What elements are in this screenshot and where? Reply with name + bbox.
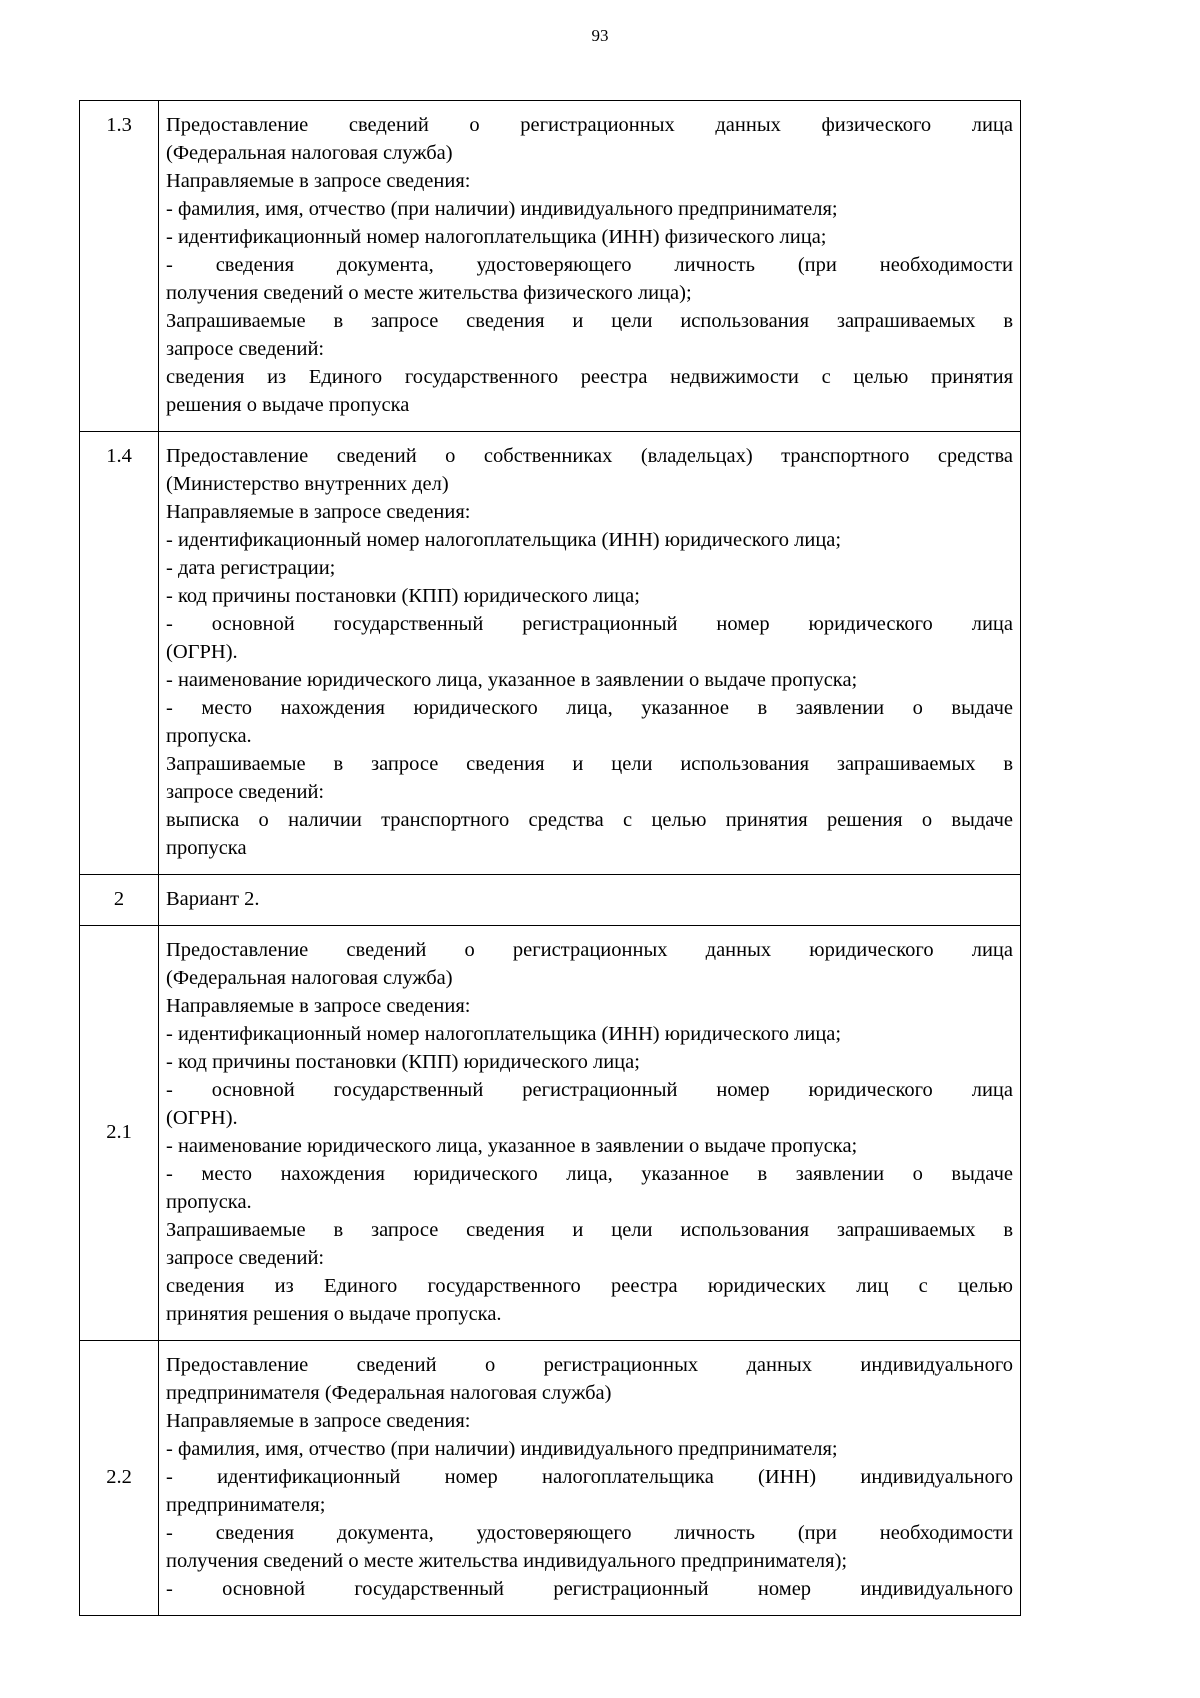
text-line: - идентификационный номер налогоплательщика (ИНН) юридического лица; (166, 1023, 842, 1045)
text-line: Предоставление сведений о регистрационных данных индивидуального (166, 1354, 1013, 1376)
row-number: 1.3 (80, 101, 159, 432)
text-line: - основной государственный регистрационный номер юридического лица (166, 1079, 1013, 1101)
text-line: (ОГРН). (166, 1107, 238, 1129)
table-row (80, 875, 1021, 926)
text-line: - наименование юридического лица, указанное в заявлении о выдаче пропуска; (166, 669, 858, 691)
text-line: Запрашиваемые в запросе сведения и цели использования запрашиваемых в (166, 1219, 1013, 1241)
row-number: 1.4 (80, 432, 159, 875)
text-line: получения сведений о месте жительства индивидуального предпринимателя); (166, 1550, 848, 1572)
row-content (159, 432, 1021, 875)
row-number: 2 (80, 875, 159, 926)
text-line: пропуска. (166, 1191, 252, 1213)
text-line: (Федеральная налоговая служба) (166, 967, 453, 989)
row-content (159, 875, 1021, 926)
text-line: запросе сведений: (166, 781, 325, 803)
text-line: Направляемые в запросе сведения: (166, 501, 471, 523)
row-number: 2.2 (80, 1341, 159, 1616)
table-row (80, 432, 1021, 875)
row-content (159, 1341, 1021, 1616)
text-line: выписка о наличии транспортного средства с целью принятия решения о выдаче (166, 809, 1013, 831)
text-line: Предоставление сведений о регистрационных данных физического лица (166, 114, 1013, 136)
requests-table (79, 100, 1021, 1616)
text-line: получения сведений о месте жительства физического лица); (166, 282, 692, 304)
text-line: Направляемые в запросе сведения: (166, 1410, 471, 1432)
text-line: сведения из Единого государственного реестра юридических лиц с целью (166, 1275, 1013, 1297)
text-line: - сведения документа, удостоверяющего личность (при необходимости (166, 254, 1013, 276)
text-line: запросе сведений: (166, 338, 325, 360)
text-line: Запрашиваемые в запросе сведения и цели использования запрашиваемых в (166, 310, 1013, 332)
text-line: предпринимателя; (166, 1494, 326, 1516)
text-line: Предоставление сведений о собственниках (владельцах) транспортного средства (166, 445, 1013, 467)
text-line: - фамилия, имя, отчество (при наличии) индивидуального предпринимателя; (166, 1438, 838, 1460)
text-line: - идентификационный номер налогоплательщика (ИНН) физического лица; (166, 226, 827, 248)
text-line: Предоставление сведений о регистрационных данных юридического лица (166, 939, 1013, 961)
table-row (80, 101, 1021, 432)
text-line: - код причины постановки (КПП) юридического лица; (166, 1051, 640, 1073)
text-line: принятия решения о выдаче пропуска. (166, 1303, 502, 1325)
row-content (159, 926, 1021, 1341)
text-line: - фамилия, имя, отчество (при наличии) индивидуального предпринимателя; (166, 198, 838, 220)
page-number: 93 (591, 26, 609, 45)
text-line: - код причины постановки (КПП) юридического лица; (166, 585, 640, 607)
text-line: (Федеральная налоговая служба) (166, 142, 453, 164)
text-line: - место нахождения юридического лица, указанное в заявлении о выдаче (166, 697, 1013, 719)
text-line: сведения из Единого государственного реестра недвижимости с целью принятия (166, 366, 1013, 388)
text-line: Запрашиваемые в запросе сведения и цели использования запрашиваемых в (166, 753, 1013, 775)
table-row (80, 926, 1021, 1341)
text-line: - дата регистрации; (166, 557, 336, 579)
row-content (159, 101, 1021, 432)
text-line: предпринимателя (Федеральная налоговая служба) (166, 1382, 612, 1404)
text-line: Вариант 2. (166, 888, 260, 910)
table-row (80, 1341, 1021, 1616)
text-line: - сведения документа, удостоверяющего личность (при необходимости (166, 1522, 1013, 1544)
text-line: - основной государственный регистрационный номер юридического лица (166, 613, 1013, 635)
text-line: запросе сведений: (166, 1247, 325, 1269)
text-line: (Министерство внутренних дел) (166, 473, 449, 495)
text-line: (ОГРН). (166, 641, 238, 663)
text-line: - место нахождения юридического лица, указанное в заявлении о выдаче (166, 1163, 1013, 1185)
text-line: пропуска. (166, 725, 252, 747)
text-line: - идентификационный номер налогоплательщика (ИНН) индивидуального (166, 1466, 1013, 1488)
text-line: решения о выдаче пропуска (166, 394, 410, 416)
text-line: - идентификационный номер налогоплательщика (ИНН) юридического лица; (166, 529, 842, 551)
text-line: Направляемые в запросе сведения: (166, 995, 471, 1017)
text-line: - наименование юридического лица, указанное в заявлении о выдаче пропуска; (166, 1135, 858, 1157)
text-line: Направляемые в запросе сведения: (166, 170, 471, 192)
row-number: 2.1 (80, 926, 159, 1341)
text-line: пропуска (166, 837, 247, 859)
text-line: - основной государственный регистрационный номер индивидуального (166, 1578, 1013, 1600)
